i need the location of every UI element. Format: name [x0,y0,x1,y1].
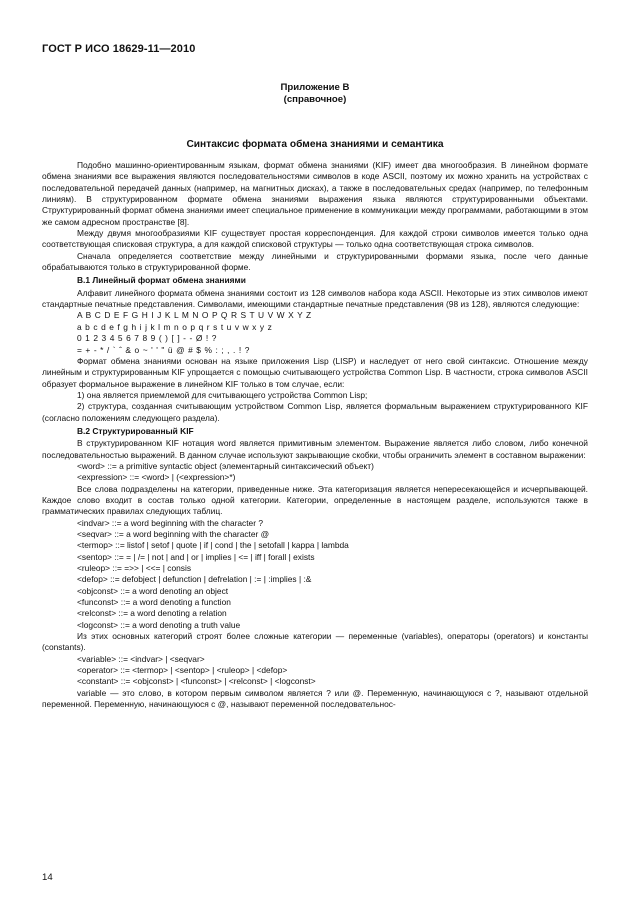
paragraph: variable — это слово, в котором первым символом является ? или @. Переменную, начинающуюся с ?, называют отдельной переменной. Переменную, начинающуюся с @, называют переменной последовательнос- [42,687,588,710]
grammar-rule: <funconst> ::= a word denoting a function [77,597,231,608]
character-set-line: = + - * / ` ˆ & o ~ ' ' " ü @ # $ % : ; , . ! ? [77,344,250,355]
paragraph: 2) структура, созданная считывающим устройством Common Lisp, является формальным выражением структурированного KIF (согласно положениям следующего раздела). [42,401,588,423]
standard-header: ГОСТ Р ИСО 18629-11—2010 [42,43,196,55]
annex-title: Приложение В [280,82,350,93]
grammar-rule: <indvar> ::= a word beginning with the character ? [77,517,263,528]
grammar-rule: <word> ::= a primitive syntactic object (элементарный синтаксический объект) [77,460,374,471]
subsection-heading: В.1 Линейный формат обмена знаниями [77,275,246,286]
paragraph: Алфавит линейного формата обмена знаниями состоит из 128 символов набора кода ASCII. Некоторые из этих символов имеют стандартные печатные представления. Символами, имеющими стандартные печатные представления (98 из 128), являются следующие: [42,287,588,310]
grammar-rule: <expression> ::= <word> | (<expression>*) [77,472,236,483]
character-set-line: 0 1 2 3 4 5 6 7 8 9 ( ) [ ] - - Ø ! ? [77,333,217,344]
annex-subtitle: (справочное) [283,94,347,105]
section-title: Синтаксис формата обмена знаниями и семантика [186,139,444,150]
character-set-line: a b c d e f g h i j k l m n o p q r s t u v w x y z [77,321,273,332]
grammar-rule: <ruleop> ::= =>> | <<= | consis [77,563,192,574]
grammar-rule: <objconst> ::= a word denoting an object [77,585,229,596]
grammar-rule: <logconst> ::= a word denoting a truth value [77,619,241,630]
character-set-line: A B C D E F G H I J K L M N O P Q R S T U V W X Y Z [77,310,312,321]
paragraph: 1) она является приемлемой для считывающего устройства Common Lisp; [77,389,368,400]
paragraph: В структурированном KIF нотация word является примитивным элементом. Выражение является либо словом, либо конечной последовательностью выражений. В данном случае используют закрывающие скобки, чтобы ограничить элемент в составном выражении: [42,438,588,460]
grammar-rule: <seqvar> ::= a word beginning with the character @ [77,529,270,539]
grammar-rule: <defop> ::= defobject | defunction | defrelation | := | :implies | :& [77,574,312,585]
subsection-heading: В.2 Структурированный KIF [77,425,194,436]
paragraph: Между двумя многообразиями KIF существует простая корреспонденция. Для каждой строки символов имеется только одна соответствующая списковая структура, а для каждой списковой структуры — только одна соответствующая строка символов. [42,228,588,250]
grammar-rule: <operator> ::= <termop> | <sentop> | <ruleop> | <defop> [77,665,288,676]
grammar-rule: <sentop> ::= = | /= | not | and | or | implies | <= | iff | forall | exists [77,551,315,562]
grammar-rule: <constant> ::= <objconst> | <funconst> | <relconst> | <logconst> [77,676,316,687]
paragraph: Подобно машинно-ориентированным языкам, формат обмена знаниями (KIF) имеет два многообразия. В линейном формате обмена знаниями все выражения являются последовательностями символов в коде ASCII, поэтому их можно хранить на устройствах с последовательной передачей данных (например, на магнитных дисках), а также в последовательных средах (например, по телефонным линиям). В структурированном формате обмена знаниями выражения языка являются структурированными объектами. Структурированный формат обмена знаниями имеет специальное применение в коммуникации между программами, работающими в этом же самом адресном пространстве [8]. [42,160,588,227]
grammar-rule: <variable> ::= <indvar> | <seqvar> [77,653,205,664]
grammar-rule: <termop> ::= listof | setof | quote | if | cond | the | setofall | kappa | lambda [77,540,349,551]
body-content [42,160,588,711]
paragraph: Формат обмена знаниями основан на языке приложения Lisp (LISP) и наследует от него свой синтаксис. Отношение между линейным и структурированным KIF упрощается с помощью считывающего устройства Common Lisp. В частности, строка символов ASCII образует формальное выражение в линейном KIF только в том случае, если: [42,355,588,389]
paragraph: Все слова подразделены на категории, приведенные ниже. Эта категоризация является непересекающейся и исчерпывающей. Каждое слово входит в состав только одной категории. Категории, определенные в настоящем разделе, используются также в грамматических правилах следующих таблиц. [42,483,588,517]
paragraph: Из этих основных категорий строят более сложные категории — переменные (variables), операторы (operators) и константы (constants). [42,631,588,653]
grammar-rule: <relconst> ::= a word denoting a relation [77,608,227,619]
paragraph: Сначала определяется соответствие между линейными и структурированными формами языка, после чего данные обрабатываются только в структурированной форме. [42,250,588,273]
page-number: 14 [42,872,53,883]
